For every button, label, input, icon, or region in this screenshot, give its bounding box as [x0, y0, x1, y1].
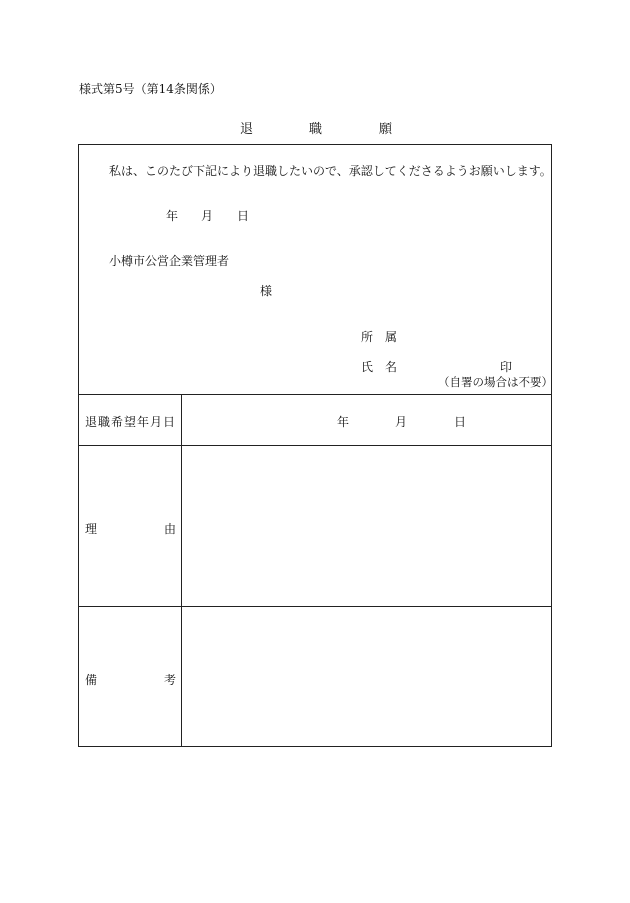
seal-label: 印: [500, 360, 513, 374]
date-day-label: 日: [237, 209, 250, 223]
honorific: 様: [260, 284, 273, 298]
divider-1: [79, 394, 551, 395]
reason-label-2: 由: [164, 522, 177, 536]
desired-year-label: 年: [337, 415, 350, 429]
resignation-form-table: [78, 144, 552, 747]
affiliation-label: 所 属: [361, 330, 398, 344]
form-number: 様式第5号（第14条関係）: [79, 82, 222, 96]
date-year-label: 年: [166, 209, 179, 223]
remarks-label-2: 考: [164, 673, 177, 687]
title-char-2: 職: [309, 122, 323, 137]
desired-day-label: 日: [454, 415, 467, 429]
desired-month-label: 月: [395, 415, 408, 429]
name-label: 氏 名: [361, 360, 398, 374]
divider-2: [79, 445, 551, 446]
seal-note: （自署の場合は不要）: [438, 375, 553, 389]
desired-date-label: 退職希望年月日: [85, 415, 177, 429]
column-divider: [181, 394, 182, 746]
reason-label-1: 理: [85, 522, 98, 536]
date-month-label: 月: [201, 209, 214, 223]
divider-3: [79, 606, 551, 607]
title-char-1: 退: [240, 122, 254, 137]
title-char-3: 願: [379, 122, 393, 137]
declaration-text: 私は、このたび下記により退職したいので、承認してくださるようお願いします。: [109, 164, 552, 178]
remarks-label-1: 備: [85, 673, 98, 687]
addressee: 小樽市公営企業管理者: [109, 254, 230, 268]
